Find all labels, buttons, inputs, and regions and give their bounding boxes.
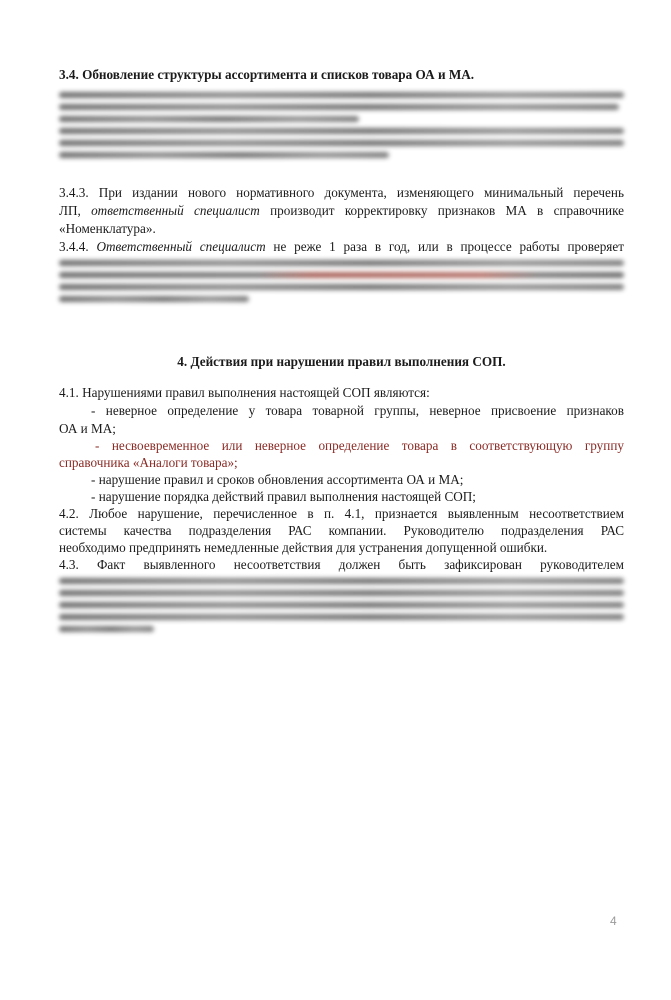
paragraph-4-2-line: системы качества подразделения РАС компании. Руководителю подразделения РАС — [59, 523, 624, 538]
text-run: 3.4.4. — [59, 239, 97, 254]
paragraph-4-3-line: 4.3. Факт выявленного несоответствия должен быть зафиксирован руководителем — [59, 557, 624, 572]
blurred-text-block — [59, 86, 624, 163]
text-run: ЛП, — [59, 203, 92, 218]
list-item: - нарушение порядка действий правил выполнения настоящей СОП; — [91, 489, 476, 504]
paragraph-4-1-intro: 4.1. Нарушениями правил выполнения настоящей СОП являются: — [59, 385, 430, 400]
list-item-highlighted-continuation: справочника «Аналоги товара»; — [59, 455, 238, 470]
paragraph-3-4-4-line — [59, 238, 624, 255]
paragraph-4-2-line: необходимо предпринять немедленные действия для устранения допущенной ошибки. — [59, 540, 548, 555]
text-run: производит корректировку признаков МА в справочнике — [259, 203, 624, 218]
blurred-text-block — [59, 572, 624, 637]
emphasis-text: ответственный специалист — [91, 203, 260, 218]
section-3-4-heading: 3.4. Обновление структуры ассортимента и списков товара ОА и МА. — [59, 67, 475, 82]
paragraph-3-4-3-line: «Номенклатура». — [59, 221, 156, 236]
list-item: - неверное определение у товара товарной группы, неверное присвоение признаков — [91, 403, 624, 418]
paragraph-3-4-3-line — [59, 202, 624, 219]
list-item: - нарушение правил и сроков обновления ассортимента ОА и МА; — [91, 472, 464, 487]
list-item-continuation: ОА и МА; — [59, 421, 116, 436]
page-number: 4 — [610, 914, 617, 928]
section-4-heading: 4. Действия при нарушении правил выполнения СОП. — [177, 354, 506, 369]
text-run: не реже 1 раза в год, или в процессе работы проверяет — [265, 239, 624, 254]
paragraph-3-4-3-line: 3.4.3. При издании нового нормативного документа, изменяющего минимальный перечень — [59, 185, 624, 200]
paragraph-4-2-line: 4.2. Любое нарушение, перечисленное в п. 4.1, признается выявленным несоответствием — [59, 506, 624, 521]
blurred-text-block — [59, 254, 624, 307]
list-item-highlighted: - несвоевременное или неверное определение товара в соответствующую группу — [95, 438, 624, 453]
emphasis-text: Ответственный специалист — [96, 239, 266, 254]
